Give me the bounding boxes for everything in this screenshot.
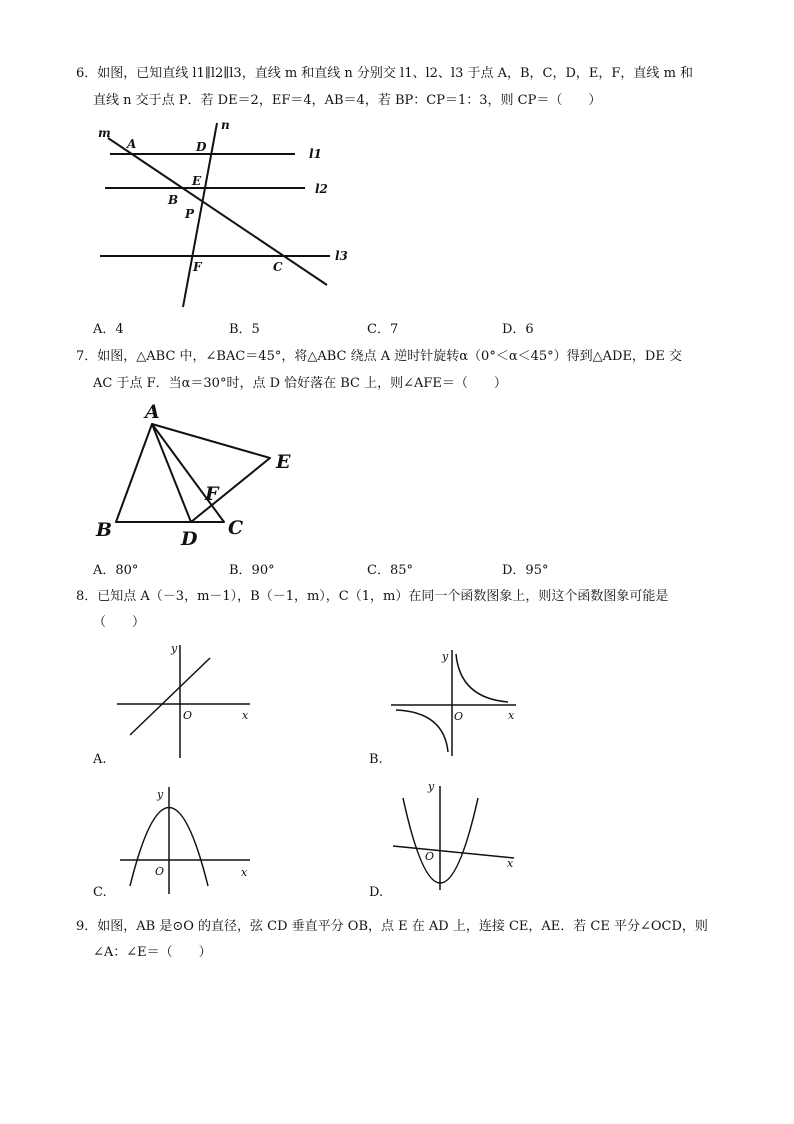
q8-graph-a-x-label: x xyxy=(242,709,249,722)
q8-graph-b-x-label: x xyxy=(508,709,515,722)
q8-graph-b-origin-label: O xyxy=(454,710,464,723)
q8-graph-c-origin-label: O xyxy=(155,865,165,878)
q7-triangle-ade xyxy=(152,424,270,522)
q7-label-F: F xyxy=(205,483,219,505)
q8-graph-a xyxy=(115,640,255,760)
q6-line-m xyxy=(108,138,327,285)
q7-figure xyxy=(90,400,310,550)
q8-graph-a-line xyxy=(130,658,210,735)
q6-label-l1: l1 xyxy=(309,147,322,161)
q9-text-line2: ∠A：∠E＝（ ） xyxy=(93,945,212,960)
q6-label-B: B xyxy=(168,193,179,207)
q7-option-c[interactable]: C．85° xyxy=(367,563,413,578)
q7-label-B: B xyxy=(96,519,113,541)
q6-label-E: E xyxy=(192,174,202,188)
q7-text-line2: AC 于点 F．当α＝30°时，点 D 恰好落在 BC 上，则∠AFE＝（ ） xyxy=(93,376,507,391)
q8-graph-b-branch-2 xyxy=(396,710,448,752)
q7-label-E: E xyxy=(276,451,291,473)
q8-graph-d xyxy=(390,778,525,893)
q6-label-F: F xyxy=(193,260,202,274)
q8-graph-c-y-label: y xyxy=(157,788,164,801)
q8-option-b[interactable]: B. xyxy=(369,752,383,767)
q8-text-line2: （ ） xyxy=(93,615,146,630)
q8-option-c[interactable]: C. xyxy=(93,885,107,900)
q6-label-l3: l3 xyxy=(335,249,348,263)
q7-label-A: A xyxy=(145,401,160,423)
q7-option-d[interactable]: D．95° xyxy=(502,563,549,578)
q8-option-a[interactable]: A. xyxy=(93,752,107,767)
q6-label-P: P xyxy=(185,207,195,221)
q8-graph-c xyxy=(115,782,255,897)
q6-label-D: D xyxy=(196,140,207,154)
q9-text-line1: 9．如图，AB 是⊙O 的直径，弦 CD 垂直平分 OB，点 E 在 AD 上，连接 CE，AE．若 CE 平分∠OCD，则 xyxy=(76,919,708,934)
q8-graph-d-y-label: y xyxy=(428,780,435,793)
q6-text-line2: 直线 n 交于点 P．若 DE＝2，EF＝4，AB＝4，若 BP：CP＝1：3，则 CP＝（ ） xyxy=(93,93,602,108)
q8-text-line1: 8．已知点 A（－3，m－1），B（－1，m），C（1，m）在同一个函数图象上，则这个函数图象可能是 xyxy=(76,589,669,604)
q8-graph-b-y-label: y xyxy=(442,650,449,663)
q8-graph-d-origin-label: O xyxy=(425,850,435,863)
q6-figure xyxy=(95,115,355,315)
q7-option-b[interactable]: B．90° xyxy=(229,563,275,578)
q7-label-D: D xyxy=(181,528,198,550)
q6-option-b[interactable]: B．5 xyxy=(229,322,260,337)
q8-graph-c-x-label: x xyxy=(241,866,248,879)
q8-graph-d-x-label: x xyxy=(507,857,514,870)
q8-graph-b xyxy=(388,640,528,760)
q7-text-line1: 7．如图，△ABC 中，∠BAC＝45°，将△ABC 绕点 A 逆时针旋转α（0°＜α＜45°）得到△ADE，DE 交 xyxy=(76,349,682,364)
q8-option-d[interactable]: D. xyxy=(369,885,384,900)
q6-label-n: n xyxy=(221,118,230,132)
q6-text-line1: 6．如图，已知直线 l1∥l2∥l3，直线 m 和直线 n 分别交 l1、l2、l3 于点 A，B，C，D，E，F，直线 m 和 xyxy=(76,66,694,81)
q7-label-C: C xyxy=(228,517,244,539)
q6-label-m: m xyxy=(98,126,111,140)
q6-option-d[interactable]: D．6 xyxy=(502,322,534,337)
q6-label-A: A xyxy=(127,137,137,151)
q6-label-C: C xyxy=(273,260,283,274)
q6-option-c[interactable]: C．7 xyxy=(367,322,399,337)
q8-graph-a-origin-label: O xyxy=(183,709,193,722)
q7-option-a[interactable]: A．80° xyxy=(93,563,139,578)
q8-graph-a-y-label: y xyxy=(171,642,178,655)
q6-label-l2: l2 xyxy=(315,182,328,196)
q6-option-a[interactable]: A．4 xyxy=(93,322,124,337)
q8-graph-b-branch-1 xyxy=(456,654,508,702)
